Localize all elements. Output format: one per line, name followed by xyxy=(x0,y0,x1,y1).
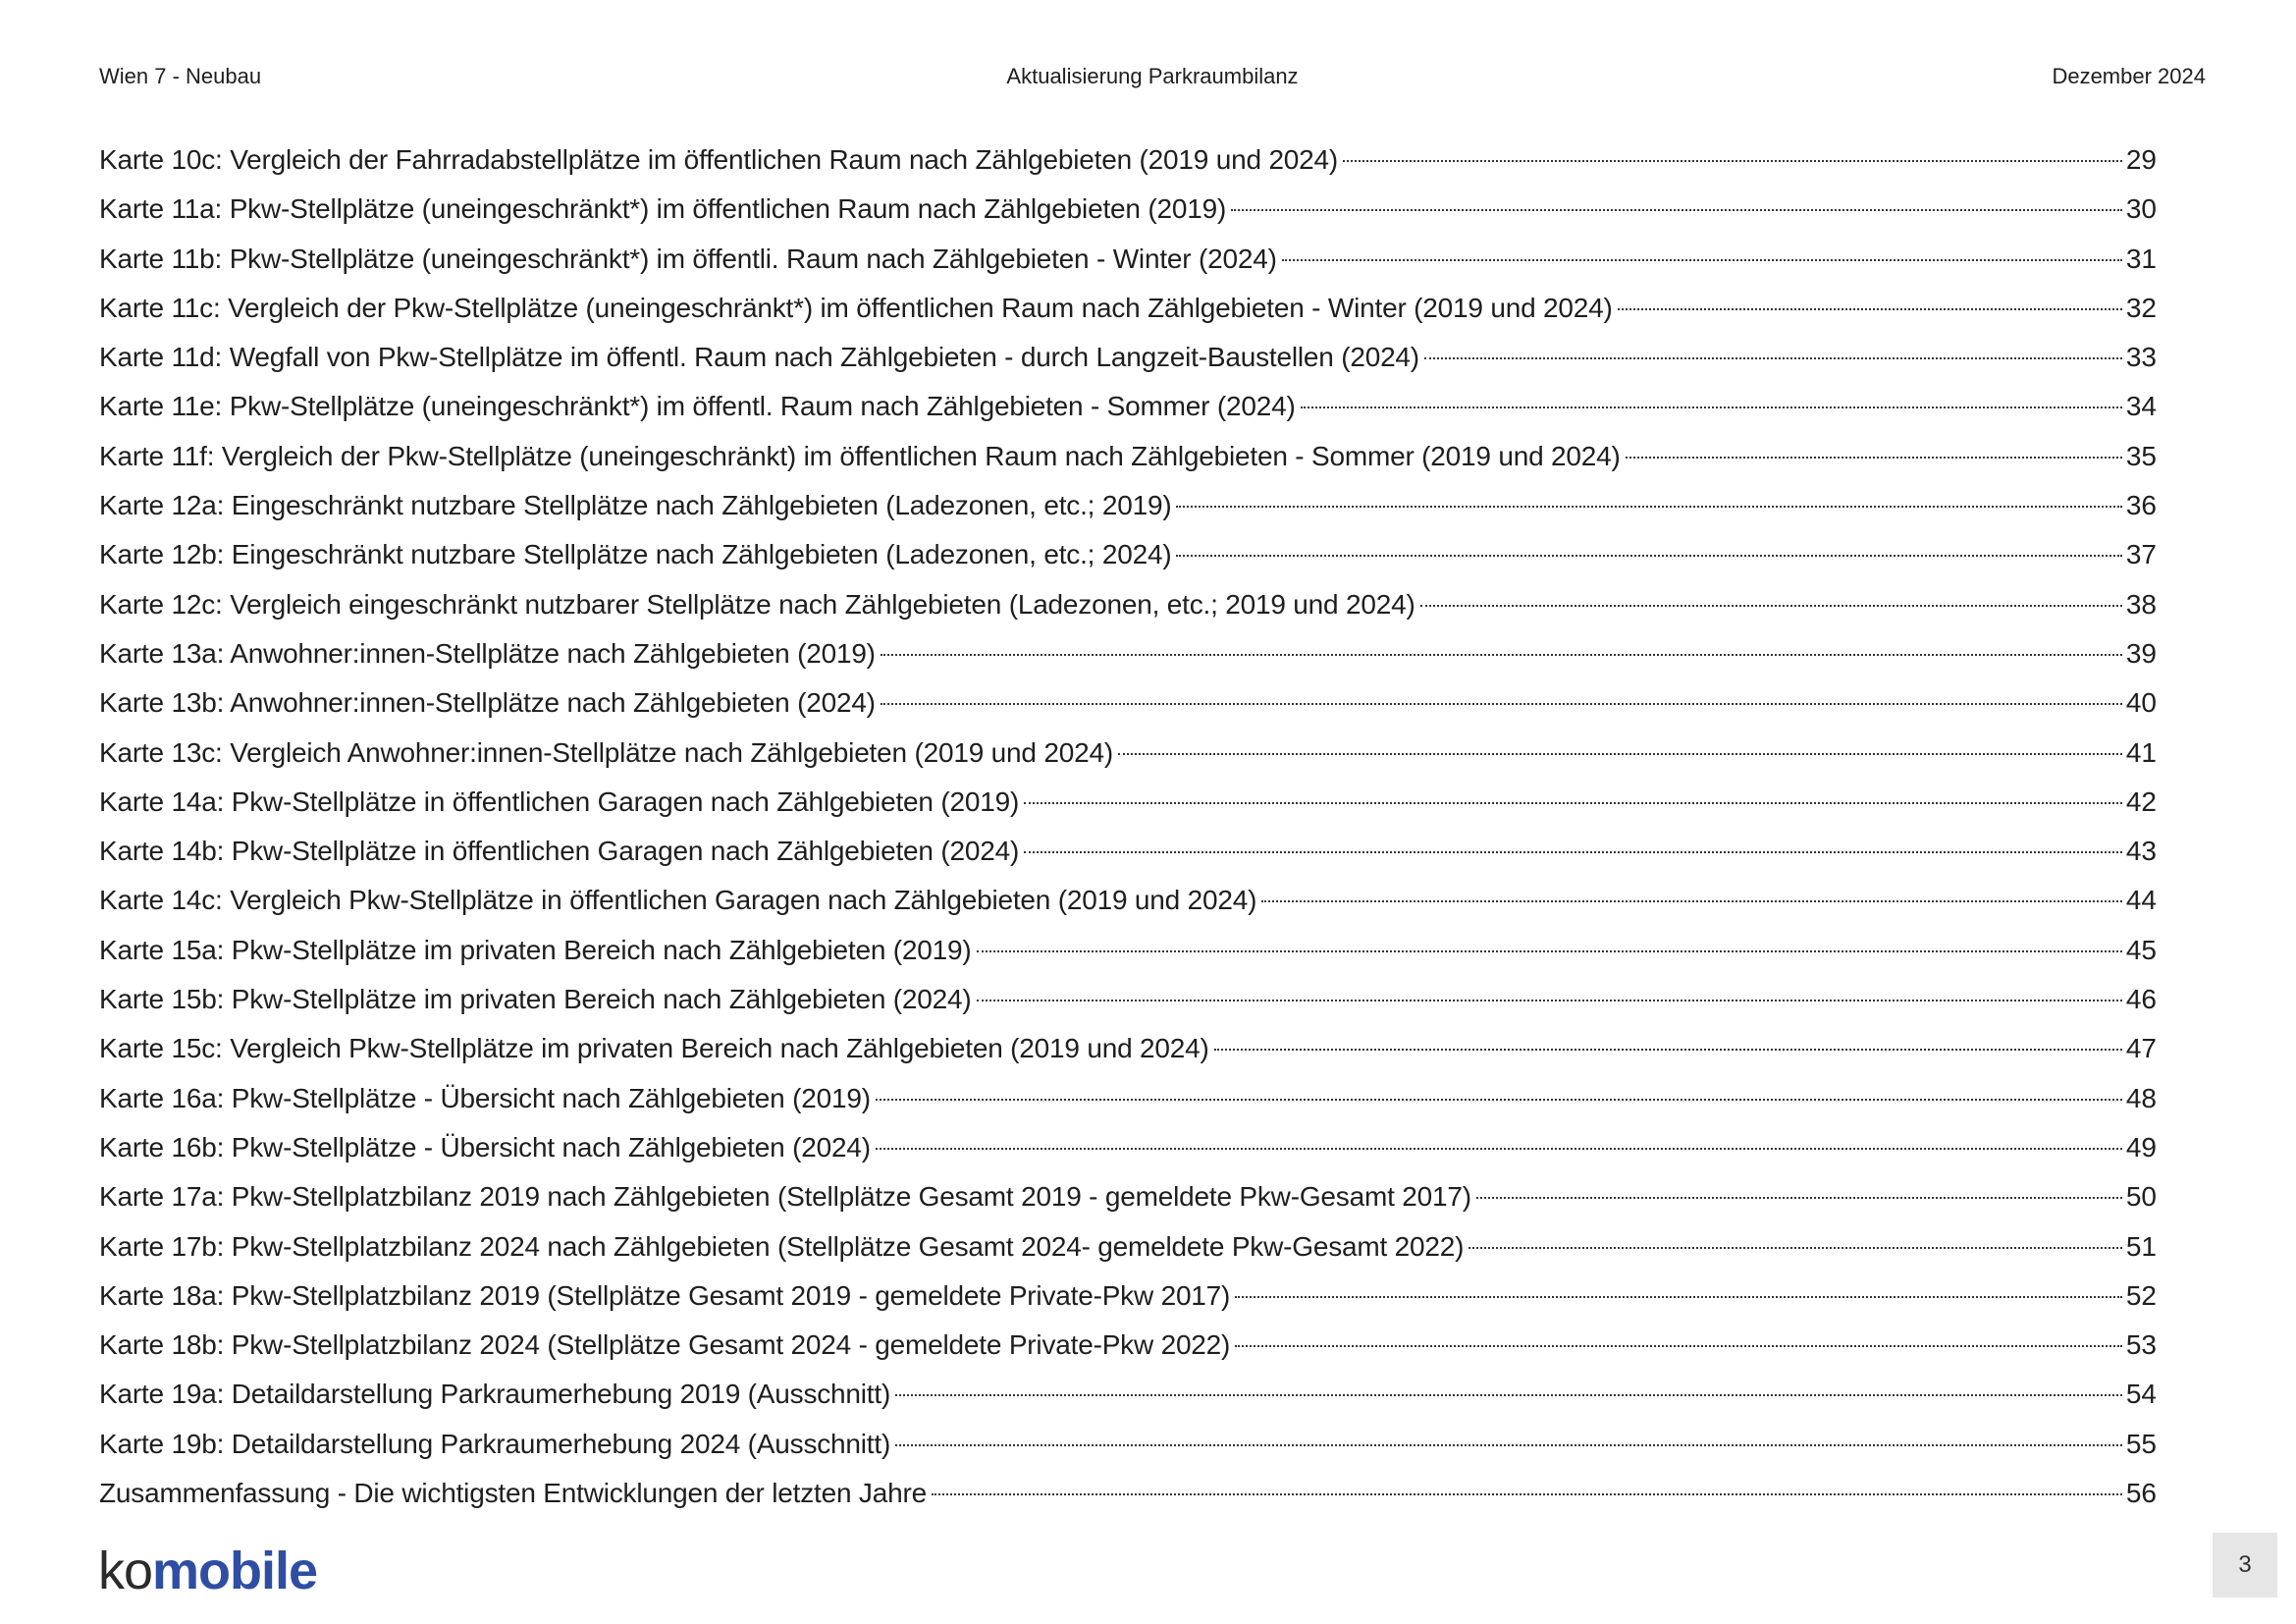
toc-entry-page-number: 44 xyxy=(2125,885,2157,916)
logo-text-mobile: mobile xyxy=(152,1542,318,1600)
toc-entry[interactable] xyxy=(99,1321,2157,1370)
toc-entry[interactable] xyxy=(99,235,2157,284)
toc-entry-title: Karte 15c: Vergleich Pkw-Stellplätze im privaten Bereich nach Zählgebieten (2019 und 2024) xyxy=(99,1033,1209,1064)
toc-dot-leader xyxy=(1176,555,2121,557)
toc-dot-leader xyxy=(1235,1345,2122,1347)
toc-dot-leader xyxy=(1235,1296,2122,1298)
toc-entry-page-number: 52 xyxy=(2125,1279,2157,1311)
toc-dot-leader xyxy=(1024,802,2122,804)
toc-entry-title: Karte 16b: Pkw-Stellplätze - Übersicht nach Zählgebieten (2024) xyxy=(99,1131,871,1163)
toc-entry-page-number: 36 xyxy=(2125,490,2157,521)
toc-dot-leader xyxy=(1468,1247,2122,1249)
toc-entry-title: Karte 13a: Anwohner:innen-Stellplätze nach Zählgebieten (2019) xyxy=(99,637,876,669)
toc-dot-leader xyxy=(1024,851,2122,853)
toc-dot-leader xyxy=(895,1444,2122,1446)
toc-entry[interactable] xyxy=(99,629,2157,678)
toc-entry-page-number: 50 xyxy=(2125,1181,2157,1213)
page-header xyxy=(99,59,2206,94)
toc-entry-title: Karte 19a: Detaildarstellung Parkraumerhebung 2019 (Ausschnitt) xyxy=(99,1379,891,1410)
toc-entry-page-number: 56 xyxy=(2125,1478,2157,1509)
toc-entry-page-number: 32 xyxy=(2125,292,2157,323)
header-document-title: Aktualisierung Parkraumbilanz xyxy=(1006,64,1299,88)
toc-entry-page-number: 40 xyxy=(2125,687,2157,719)
toc-entry[interactable] xyxy=(99,1024,2157,1073)
toc-dot-leader xyxy=(1476,1197,2122,1199)
logo-text-ko: ko xyxy=(98,1542,153,1600)
toc-entry-title: Karte 11a: Pkw-Stellplätze (uneingeschränkt*) im öffentlichen Raum nach Zählgebieten (2019) xyxy=(99,193,1227,225)
toc-dot-leader xyxy=(977,1000,2122,1001)
toc-entry-title: Karte 10c: Vergleich der Fahrradabstellplätze im öffentlichen Raum nach Zählgebieten (2019 und 2024) xyxy=(99,144,1339,175)
toc-entry-title: Karte 19b: Detaildarstellung Parkraumerhebung 2024 (Ausschnitt) xyxy=(99,1428,891,1459)
toc-dot-leader xyxy=(1424,357,2122,359)
toc-dot-leader xyxy=(1214,1049,2122,1051)
toc-entry-page-number: 49 xyxy=(2125,1131,2157,1163)
toc-dot-leader xyxy=(1420,605,2122,607)
toc-entry-title: Zusammenfassung - Die wichtigsten Entwicklungen der letzten Jahre xyxy=(99,1478,927,1509)
toc-entry-title: Karte 12a: Eingeschränkt nutzbare Stellplätze nach Zählgebieten (Ladezonen, etc.; 2019) xyxy=(99,490,1172,521)
toc-entry-page-number: 41 xyxy=(2125,736,2157,768)
toc-entry-title: Karte 11e: Pkw-Stellplätze (uneingeschränkt*) im öffentl. Raum nach Zählgebieten - Sommer (2024) xyxy=(99,391,1296,422)
toc-entry-page-number: 51 xyxy=(2125,1230,2157,1262)
toc-dot-leader xyxy=(1176,506,2121,508)
toc-entry[interactable] xyxy=(99,530,2157,579)
toc-entry-title: Karte 15a: Pkw-Stellplätze im privaten Bereich nach Zählgebieten (2019) xyxy=(99,934,972,965)
toc-dot-leader xyxy=(1626,457,2122,459)
toc-entry-page-number: 35 xyxy=(2125,440,2157,471)
toc-entry-title: Karte 11c: Vergleich der Pkw-Stellplätze (uneingeschränkt*) im öffentlichen Raum nach Zählgebieten - Winter (2019 und 2024) xyxy=(99,292,1613,323)
toc-entry[interactable] xyxy=(99,1370,2157,1419)
table-of-contents xyxy=(99,135,2157,1518)
toc-entry-page-number: 55 xyxy=(2125,1428,2157,1459)
toc-entry[interactable] xyxy=(99,778,2157,827)
toc-entry[interactable] xyxy=(99,1272,2157,1321)
toc-dot-leader xyxy=(1618,308,2122,310)
page-number: 3 xyxy=(2213,1533,2277,1597)
toc-entry-page-number: 43 xyxy=(2125,836,2157,867)
toc-entry-title: Karte 12b: Eingeschränkt nutzbare Stellplätze nach Zählgebieten (Ladezonen, etc.; 2024) xyxy=(99,539,1172,570)
toc-entry[interactable] xyxy=(99,1074,2157,1123)
toc-dot-leader xyxy=(977,950,2122,952)
toc-dot-leader xyxy=(1343,160,2122,162)
toc-entry[interactable] xyxy=(99,1420,2157,1469)
toc-entry[interactable] xyxy=(99,333,2157,382)
toc-entry-page-number: 34 xyxy=(2125,391,2157,422)
toc-entry-page-number: 46 xyxy=(2125,984,2157,1015)
toc-entry-page-number: 37 xyxy=(2125,539,2157,570)
toc-entry[interactable] xyxy=(99,580,2157,629)
toc-entry-page-number: 29 xyxy=(2125,144,2157,175)
toc-entry[interactable] xyxy=(99,1172,2157,1221)
toc-entry-page-number: 38 xyxy=(2125,588,2157,620)
toc-entry-title: Karte 15b: Pkw-Stellplätze im privaten Bereich nach Zählgebieten (2024) xyxy=(99,984,972,1015)
toc-entry[interactable] xyxy=(99,432,2157,481)
toc-entry-title: Karte 16a: Pkw-Stellplätze - Übersicht nach Zählgebieten (2019) xyxy=(99,1082,871,1113)
toc-entry-page-number: 42 xyxy=(2125,785,2157,817)
toc-entry[interactable] xyxy=(99,1222,2157,1272)
toc-dot-leader xyxy=(1231,209,2122,211)
toc-entry-title: Karte 17b: Pkw-Stellplatzbilanz 2024 nach Zählgebieten (Stellplätze Gesamt 2024- gemeldete Pkw-Gesamt 2022) xyxy=(99,1230,1465,1262)
toc-dot-leader xyxy=(1261,900,2122,902)
toc-entry[interactable] xyxy=(99,481,2157,530)
toc-entry-page-number: 45 xyxy=(2125,934,2157,965)
toc-dot-leader xyxy=(932,1493,2122,1495)
toc-dot-leader xyxy=(1301,406,2122,408)
komobile-logo xyxy=(98,1542,317,1600)
toc-dot-leader xyxy=(881,703,2122,705)
toc-entry-title: Karte 11f: Vergleich der Pkw-Stellplätze (uneingeschränkt) im öffentlichen Raum nach Zählgebieten - Sommer (2019 und 2024) xyxy=(99,440,1621,471)
toc-dot-leader xyxy=(1282,259,2122,261)
toc-entry[interactable] xyxy=(99,729,2157,778)
toc-entry[interactable] xyxy=(99,382,2157,431)
toc-entry-title: Karte 17a: Pkw-Stellplatzbilanz 2019 nach Zählgebieten (Stellplätze Gesamt 2019 - gemeldete Pkw-Gesamt 2017) xyxy=(99,1181,1471,1213)
toc-entry-title: Karte 12c: Vergleich eingeschränkt nutzbarer Stellplätze nach Zählgebieten (Ladezonen, etc.; 2019 und 2024) xyxy=(99,588,1415,620)
toc-dot-leader xyxy=(1118,753,2122,755)
toc-entry-title: Karte 13b: Anwohner:innen-Stellplätze nach Zählgebieten (2024) xyxy=(99,687,876,719)
toc-dot-leader xyxy=(895,1394,2122,1396)
toc-entry-page-number: 54 xyxy=(2125,1379,2157,1410)
toc-dot-leader xyxy=(876,1148,2122,1150)
toc-entry[interactable] xyxy=(99,827,2157,876)
toc-entry[interactable] xyxy=(99,185,2157,234)
toc-entry-title: Karte 11d: Wegfall von Pkw-Stellplätze im öffentl. Raum nach Zählgebieten - durch Langzeit-Baustellen (2024) xyxy=(99,342,1419,373)
toc-entry-title: Karte 14c: Vergleich Pkw-Stellplätze in öffentlichen Garagen nach Zählgebieten (2019 und 2024) xyxy=(99,885,1257,916)
header-date: Dezember 2024 xyxy=(2052,64,2206,88)
toc-dot-leader xyxy=(881,654,2122,656)
toc-entry[interactable] xyxy=(99,284,2157,333)
toc-entry-title: Karte 18a: Pkw-Stellplatzbilanz 2019 (Stellplätze Gesamt 2019 - gemeldete Private-Pkw 2017) xyxy=(99,1279,1231,1311)
toc-dot-leader xyxy=(876,1099,2122,1101)
toc-entry[interactable] xyxy=(99,678,2157,728)
toc-entry-page-number: 48 xyxy=(2125,1082,2157,1113)
toc-entry-title: Karte 18b: Pkw-Stellplatzbilanz 2024 (Stellplätze Gesamt 2024 - gemeldete Private-Pkw 2022) xyxy=(99,1329,1231,1361)
toc-entry[interactable] xyxy=(99,975,2157,1024)
toc-entry[interactable] xyxy=(99,135,2157,185)
toc-entry-page-number: 31 xyxy=(2125,243,2157,274)
toc-entry-title: Karte 14a: Pkw-Stellplätze in öffentlichen Garagen nach Zählgebieten (2019) xyxy=(99,785,1020,817)
toc-entry-page-number: 30 xyxy=(2125,193,2157,225)
toc-entry-title: Karte 11b: Pkw-Stellplätze (uneingeschränkt*) im öffentli. Raum nach Zählgebieten - Winter (2024) xyxy=(99,243,1277,274)
toc-entry[interactable] xyxy=(99,926,2157,975)
toc-entry[interactable] xyxy=(99,1469,2157,1518)
toc-entry-title: Karte 13c: Vergleich Anwohner:innen-Stellplätze nach Zählgebieten (2019 und 2024) xyxy=(99,736,1113,768)
toc-entry[interactable] xyxy=(99,1123,2157,1172)
toc-entry-page-number: 53 xyxy=(2125,1329,2157,1361)
toc-entry-page-number: 33 xyxy=(2125,342,2157,373)
toc-entry-page-number: 47 xyxy=(2125,1033,2157,1064)
toc-entry-page-number: 39 xyxy=(2125,637,2157,669)
header-district: Wien 7 - Neubau xyxy=(99,64,262,88)
toc-entry[interactable] xyxy=(99,876,2157,925)
toc-entry-title: Karte 14b: Pkw-Stellplätze in öffentlichen Garagen nach Zählgebieten (2024) xyxy=(99,836,1020,867)
